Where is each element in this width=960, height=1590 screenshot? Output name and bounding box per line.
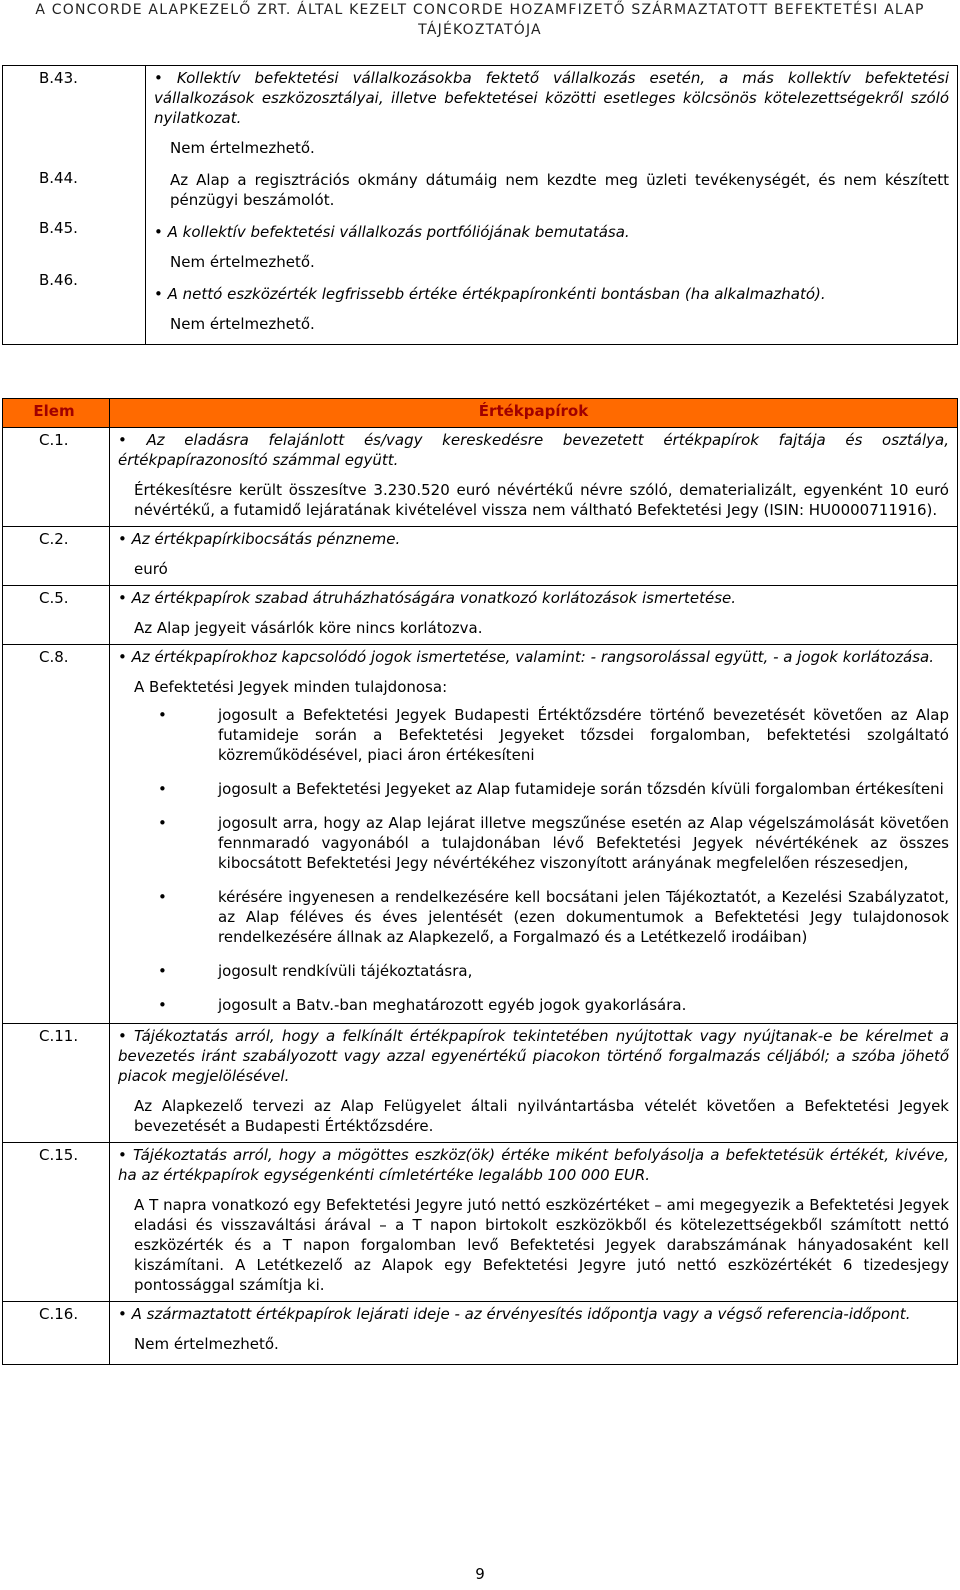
- item-code: B.45.: [39, 219, 78, 237]
- item-code: C.16.: [3, 1302, 110, 1365]
- section-b-table: [2, 65, 958, 345]
- table-row: [3, 586, 958, 645]
- item-answer: Nem értelmezhető.: [170, 253, 315, 271]
- item-answer: A T napra vonatkozó egy Befektetési Jegyre jutó nettó eszközértéket – ami megegyezik a Befektetési Jegyek eladási és visszaváltási árával – a T napon birtokolt eszközökből és kötelezettségekből számított nettó eszközérték és a T napon forgalomban levő Befektetési Jegyek darabszámának hányadosaként kell kiszámítani. A Letétkezelő az Alapok egy Befektetési Jegyre jutó nettó eszközértékét 6 tizedesjegy pontossággal számítja ki.: [134, 1196, 949, 1294]
- item-code: B.44.: [39, 169, 78, 187]
- item-answer: Nem értelmezhető.: [170, 139, 315, 157]
- item-question: • A nettó eszközérték legfrissebb értéke értékpapíronkénti bontásban (ha alkalmazható).: [154, 284, 949, 304]
- table-header-row: [3, 399, 958, 428]
- item-code: B.46.: [39, 271, 78, 289]
- list-item: • kérésére ingyenesen a rendelkezésére kell bocsátani jelen Tájékoztatót, a Kezelési Szabályzatot, az Alap féléves és éves jelentését (ezen dokumentumok a Befektetési Jegy tulajdonosok rendelkezésére állnak az Alapkezelő, a Forgalmazó és a Letétkezelő irodáiban): [218, 887, 949, 947]
- page-number: 9: [475, 1565, 485, 1583]
- table-row: [3, 66, 958, 345]
- item-answer: euró: [134, 560, 168, 578]
- item-code: C.8.: [3, 645, 110, 1024]
- item-code: C.15.: [3, 1143, 110, 1302]
- item-answer: Az Alapkezelő tervezi az Alap Felügyelet általi nyilvántartásba vételét követően a Befektetési Jegyek bevezetését a Budapesti Értéktőzsdére.: [134, 1097, 949, 1135]
- item-answer: Értékesítésre került összesítve 3.230.520 euró névértékű névre szóló, dematerializált, egyenként 10 euró névértékű, a futamidő lejáratának kivételével vissza nem váltható Befektetési Jegy (ISIN: HU0000711916).: [134, 481, 949, 519]
- item-question: • Tájékoztatás arról, hogy a mögöttes eszköz(ök) értéke miként befolyásolja a befektetésük értékét, kivéve, ha az értékpapírok egységenkénti címletértéke legalább 100 000 EUR.: [118, 1145, 949, 1185]
- table-row: [3, 1143, 958, 1302]
- item-code: C.2.: [3, 527, 110, 586]
- list-item: • jogosult a Befektetési Jegyeket az Alap futamideje során tőzsdén kívüli forgalomban értékesíteni: [218, 779, 949, 799]
- table-row: [3, 1302, 958, 1365]
- item-intro: A Befektetési Jegyek minden tulajdonosa:: [134, 678, 448, 696]
- running-header-line1: A CONCORDE ALAPKEZELŐ ZRT. ÁLTAL KEZELT CONCORDE HOZAMFIZETŐ SZÁRMAZTATOTT BEFEKTETÉSI ALAP: [35, 2, 925, 18]
- item-code: C.5.: [3, 586, 110, 645]
- item-code: C.1.: [3, 428, 110, 527]
- list-item: • jogosult rendkívüli tájékoztatásra,: [218, 961, 949, 981]
- table-row: [3, 645, 958, 1024]
- item-code: C.11.: [3, 1024, 110, 1143]
- item-question: • Az értékpapírokhoz kapcsolódó jogok ismertetése, valamint: - rangsorolással együtt, - a jogok korlátozása.: [118, 647, 949, 667]
- item-code: B.43.: [39, 69, 78, 87]
- item-answer: Nem értelmezhető.: [170, 315, 315, 333]
- section-c-table: [2, 398, 958, 1365]
- running-header: [0, 0, 960, 40]
- list-item: • jogosult a Befektetési Jegyek Budapesti Értéktőzsdére történő bevezetését követően az Alap futamideje során a Befektetési Jegyeket tőzsdei forgalomban, befektetési szolgáltató közreműködésével, piaci áron értékesíteni: [218, 705, 949, 765]
- list-item: • jogosult a Batv.-ban meghatározott egyéb jogok gyakorlására.: [218, 995, 949, 1015]
- item-question: • Kollektív befektetési vállalkozásokba fektető vállalkozás esetén, a más kollektív befektetési vállalkozások eszközosztályai, illetve befektetései közötti esetleges kölcsönös kötelezettségekről szóló nyilatkozat.: [154, 68, 949, 128]
- list-item: • jogosult arra, hogy az Alap lejárat illetve megszűnése esetén az Alap végelszámolását követően fennmaradó vagyonából a tulajdonában lévő Befektetési Jegyek névértékének az összes kibocsátott Befektetési Jegy névértékéhez viszonyított arányának megfelelően részesedjen,: [218, 813, 949, 873]
- item-question: • Tájékoztatás arról, hogy a felkínált értékpapírok tekintetében nyújtottak vagy nyújtanak-e be kérelmet a bevezetés iránt szabályozott vagy azzal egyenértékű piacokon történő forgalmazás céljából; a szóba jöhető piacok megjelölésével.: [118, 1026, 949, 1086]
- item-question: • Az eladásra felajánlott és/vagy kereskedésre bevezetett értékpapírok fajtája és osztálya, értékpapírazonosító számmal együtt.: [118, 430, 949, 470]
- table-row: [3, 527, 958, 586]
- item-answer: Az Alap jegyeit vásárlók köre nincs korlátozva.: [134, 619, 483, 637]
- table-row: [3, 428, 958, 527]
- item-answer: Az Alap a regisztrációs okmány dátumáig nem kezdte meg üzleti tevékenységét, és nem készített pénzügyi beszámolót.: [170, 171, 949, 209]
- item-question: • Az értékpapírok szabad átruházhatóságára vonatkozó korlátozások ismertetése.: [118, 588, 949, 608]
- running-header-line2: TÁJÉKOZTATÓJA: [418, 22, 542, 38]
- item-question: • Az értékpapírkibocsátás pénzneme.: [118, 529, 949, 549]
- item-answer: Nem értelmezhető.: [134, 1335, 279, 1353]
- rights-list: [118, 705, 949, 1015]
- header-elem: Elem: [3, 399, 110, 428]
- table-row: [3, 1024, 958, 1143]
- item-question: • A kollektív befektetési vállalkozás portfóliójának bemutatása.: [154, 222, 949, 242]
- header-title: Értékpapírok: [110, 399, 958, 428]
- item-question: • A származtatott értékpapírok lejárati ideje - az érvényesítés időpontja vagy a végső referencia-időpont.: [118, 1304, 949, 1324]
